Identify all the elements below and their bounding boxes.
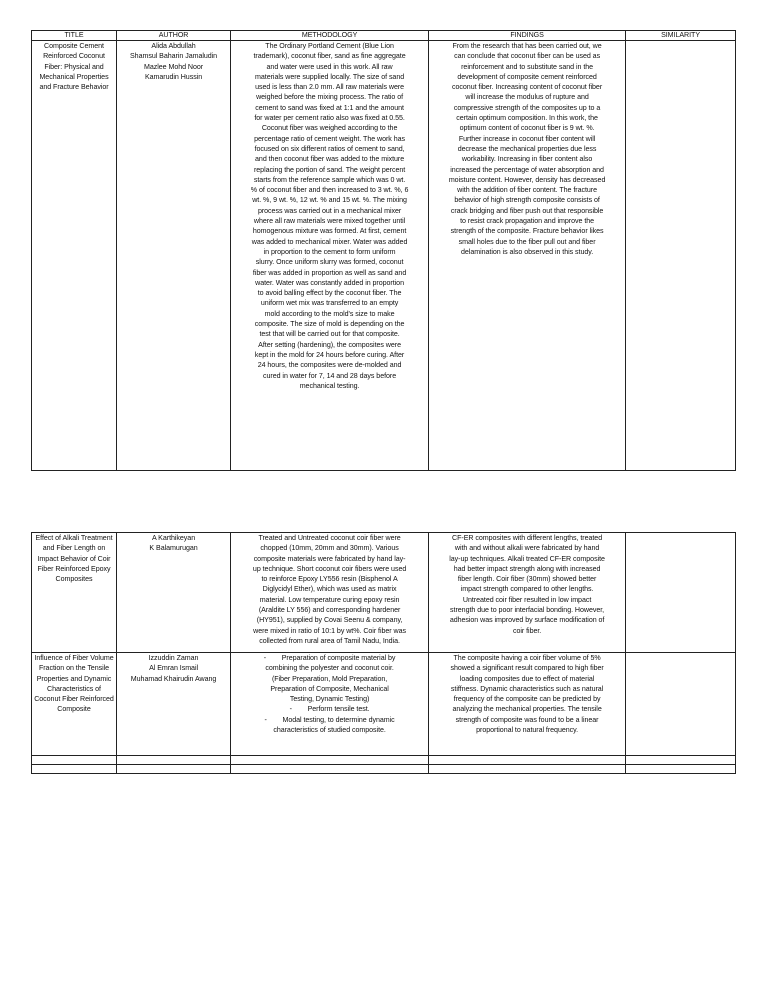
text-line: workability. Increasing in fiber content also	[461, 155, 593, 164]
text-line: slurry. Once uniform slurry was formed, coconut	[255, 258, 404, 267]
similarity-cell	[626, 533, 736, 653]
text-line: coir fiber.	[512, 626, 542, 635]
methodology-step-line	[233, 684, 426, 694]
header-title: TITLE	[32, 31, 117, 41]
author-cell	[117, 533, 231, 653]
text-line: with and without alkali were fabricated by hand	[454, 544, 600, 553]
text-line: weighed before the mixing process. The ratio of	[256, 93, 404, 102]
author-name: K Balamurugan	[149, 544, 198, 553]
literature-table-top	[31, 30, 736, 471]
text-line: materials were supplied locally. The size of sand	[255, 72, 405, 81]
methodology-cell	[231, 653, 429, 756]
header-findings: FINDINGS	[429, 31, 626, 41]
text-line: Untreated coir fiber resulted in low impact	[462, 595, 592, 604]
text-line: increased the percentage of water absorption and	[450, 165, 604, 174]
text-line: material. Low temperature curing epoxy resin	[259, 595, 400, 604]
text-line: loading composites due to effect of material	[459, 674, 595, 683]
text-line: adhesion was improved by surface modification of	[449, 616, 605, 625]
author-name: Alida Abdullah	[151, 42, 196, 50]
text-line: strength due to poor interfacial bonding. However,	[450, 606, 605, 615]
empty-cell	[32, 765, 117, 774]
table-row	[32, 41, 736, 471]
text-line: and then coconut fiber was added to the mixture	[255, 155, 405, 164]
text-line: (HY951), supplied by Covai Seenu & company,	[256, 616, 403, 625]
empty-cell	[429, 756, 626, 765]
empty-row	[32, 756, 736, 765]
text-line: Diglycidyl Ether), which was used as matrix	[262, 585, 397, 594]
text-line: small holes due to the fiber pull out and fiber	[458, 237, 596, 246]
methodology-step-line	[233, 663, 426, 673]
text-line: strength of composite was found to be a linear	[455, 715, 599, 724]
methodology-step-line	[233, 674, 426, 684]
text-line: (Fiber Preparation, Mold Preparation,	[271, 674, 388, 683]
text-line: focused on six different ratios of cement to sand,	[254, 144, 405, 153]
text-line: percentage ratio of cement weight. The work has	[254, 134, 406, 143]
text-line: fiber length. Coir fiber (30mm) showed better	[457, 575, 597, 584]
text-line: starts from the reference sample which was 0 wt.	[253, 175, 406, 184]
text-line: frequency of the composite can be predicted by	[453, 695, 601, 704]
author-name: Muhamad Khairudin Awang	[130, 674, 217, 683]
header-methodology: METHODOLOGY	[231, 31, 429, 41]
text-line: up technique. Short coconut coir fibers were used	[252, 564, 407, 573]
author-cell	[117, 41, 231, 471]
text-line: reinforcement and to substitute sand in the	[461, 62, 594, 71]
text-line: cement to sand was fixed at 1:1 and the amount	[255, 103, 404, 112]
header-similarity: SIMILARITY	[626, 31, 736, 41]
text-line: was added to mechanical mixer. Water was added	[251, 237, 408, 246]
text-line: mechanical testing.	[299, 381, 360, 390]
empty-cell	[32, 756, 117, 765]
empty-cell	[626, 756, 736, 765]
author-name: Shamsul Baharin Jamaludin	[130, 52, 218, 61]
methodology-step-line	[233, 694, 426, 704]
text-line: Perform tensile test.	[307, 705, 370, 714]
similarity-cell	[626, 41, 736, 471]
methodology-step-line	[233, 715, 426, 725]
text-line: composite. The size of mold is depending on the	[254, 320, 405, 329]
text-line: used is less than 2.0 mm. All raw materials were	[255, 83, 405, 92]
methodology-cell	[231, 41, 429, 471]
methodology-step-line	[233, 704, 426, 714]
text-line: certain optimum composition. In this work, the	[456, 114, 598, 123]
text-line: mold according to the mold's size to make	[264, 309, 395, 318]
text-line: cured in water for 7, 14 and 28 days before	[263, 371, 397, 380]
findings-cell	[429, 533, 626, 653]
text-line: strength of the composite. Fracture behavior likes	[450, 227, 604, 236]
methodology-step-line	[233, 725, 426, 735]
text-line: trademark), coconut fiber, sand as fine aggregate	[253, 52, 406, 61]
text-line: Modal testing, to determine dynamic	[282, 715, 395, 724]
similarity-cell	[626, 653, 736, 756]
text-line: crack bridging and fiber push out that responsible	[450, 206, 604, 215]
text-line: development of composite cement reinforced	[457, 72, 597, 81]
empty-row	[32, 765, 736, 774]
author-name: Kamarudin Hussin	[144, 72, 203, 81]
literature-table-bottom	[31, 532, 736, 774]
empty-cell	[117, 765, 231, 774]
table-row	[32, 653, 736, 756]
text-line: replacing the portion of sand. The weight percent	[253, 165, 406, 174]
text-line: fiber was added in proportion as well as sand and	[252, 268, 407, 277]
header-row	[32, 31, 736, 41]
text-line: where all raw materials were mixed together until	[253, 217, 406, 226]
empty-cell	[429, 765, 626, 774]
text-line: moisture content. However, density has decreased	[448, 175, 606, 184]
text-line: lay-up techniques. Alkali treated CF-ER composite	[449, 554, 605, 563]
text-line: 24 hours, the composites were de-molded and	[257, 361, 402, 370]
text-line: uniform wet mix was transferred to an empty	[260, 299, 399, 308]
text-line: impact strength compared to other lengths.	[460, 585, 594, 594]
text-line: (Araldite LY 556) and corresponding hardener	[258, 606, 401, 615]
text-line: After setting (hardening), the composites were	[258, 340, 401, 349]
bullet-dash: -	[289, 705, 292, 714]
methodology-cell	[231, 533, 429, 653]
header-author: AUTHOR	[117, 31, 231, 41]
author-name: Al Emran Ismail	[149, 664, 198, 673]
methodology-step-line	[233, 653, 426, 663]
bullet-dash: -	[263, 654, 267, 662]
text-line: coconut fiber. Increasing content of coconut fiber	[452, 83, 603, 92]
text-line: test that will be carried out for that composite.	[259, 330, 400, 339]
text-line: with the addition of fiber content. The fracture	[457, 186, 597, 195]
text-line: combining the polyester and coconut coir.	[265, 664, 394, 673]
title-cell: Composite Cement Reinforced Coconut Fiber: Physical and Mechanical Properties and Fracture Behavior	[32, 41, 117, 471]
text-line: were mixed in ratio of 10:1 by wt%. Coir fiber was	[253, 626, 406, 635]
findings-cell	[429, 653, 626, 756]
text-line: behavior of high strength composite consists of	[454, 196, 600, 205]
text-line: to resist crack propagation and improve the	[460, 217, 595, 226]
text-line: wt. %, 9 wt. %, 12 wt. % and 15 wt. %. The mixing	[252, 196, 407, 205]
text-line: Testing, Dynamic Testing)	[289, 695, 370, 704]
text-line: Preparation of composite material by	[281, 654, 396, 662]
text-line: stiffness. Dynamic characteristics such as natural	[450, 684, 604, 693]
text-line: characteristics of studied composite.	[273, 726, 386, 735]
text-line: compressive strength of the composites up to a	[453, 103, 601, 112]
text-line: proportional to natural frequency.	[476, 726, 579, 735]
table-row	[32, 533, 736, 653]
text-line: delamination is also observed in this study.	[461, 247, 594, 256]
text-line: Preparation of Composite, Mechanical	[270, 684, 389, 693]
text-line: collected from rural area of Tamil Nadu, India.	[259, 636, 400, 645]
text-line: showed a significant result compared to high fiber	[450, 664, 604, 673]
author-name: Izzuddin Zaman	[148, 654, 199, 662]
empty-cell	[231, 756, 429, 765]
text-line: Coconut fiber was weighed according to the	[261, 124, 398, 133]
text-line: for water per cement ratio also was fixed at 0.55.	[254, 114, 405, 123]
text-line: From the research that has been carried out, we	[452, 42, 602, 50]
text-line: optimum content of coconut fiber is 9 wt. %.	[459, 124, 595, 133]
text-line: to reinforce Epoxy LY556 resin (Bisphenol A	[261, 575, 398, 584]
text-line: Treated and Untreated coconut coir fiber were	[258, 534, 401, 542]
author-name: A Karthikeyan	[151, 534, 196, 542]
empty-cell	[231, 765, 429, 774]
text-line: The composite having a coir fiber volume of 5%	[453, 654, 601, 662]
text-line: Further increase in coconut fiber content will	[458, 134, 596, 143]
text-line: process was carried out in a mechanical mixer	[257, 206, 402, 215]
empty-cell	[117, 756, 231, 765]
text-line: decrease the mechanical properties due less	[457, 144, 597, 153]
text-line: can conclude that coconut fiber can be used as	[454, 52, 601, 61]
text-line: composite materials were fabricated by hand lay-	[253, 554, 406, 563]
text-line: The Ordinary Portland Cement (Blue Lion	[265, 42, 394, 50]
text-line: had better impact strength along with increased	[453, 564, 601, 573]
text-line: homogenous mixture was formed. At first, cement	[252, 227, 407, 236]
bullet-dash: -	[264, 715, 267, 724]
empty-cell	[626, 765, 736, 774]
text-line: water. Water was constantly added in proportion	[255, 278, 404, 287]
text-line: will increase the modulus of rupture and	[465, 93, 589, 102]
text-line: and water were used in this work. All raw	[266, 62, 393, 71]
text-line: in proportion to the cement to form uniform	[263, 247, 396, 256]
title-cell: Effect of Alkali Treatment and Fiber Length on Impact Behavior of Coir Fiber Reinforced Epoxy Composites	[32, 533, 117, 653]
text-line: CF-ER composites with different lengths, treated	[452, 534, 603, 542]
text-line: kept in the mold for 24 hours before curing. After	[254, 350, 405, 359]
author-name: Mazlee Mohd Noor	[143, 62, 204, 71]
author-cell	[117, 653, 231, 756]
findings-cell	[429, 41, 626, 471]
title-cell: Influence of Fiber Volume Fraction on the Tensile Properties and Dynamic Characteristics of Coconut Fiber Reinforced Composite	[32, 653, 117, 756]
text-line: chopped (10mm, 20mm and 30mm). Various	[260, 544, 399, 553]
text-line: to avoid balling effect by the coconut fiber. The	[257, 289, 402, 298]
text-line: analyzing the mechanical properties. The tensile	[452, 705, 602, 714]
text-line: % of coconut fiber and then increased to 3 wt. %, 6	[250, 186, 409, 195]
